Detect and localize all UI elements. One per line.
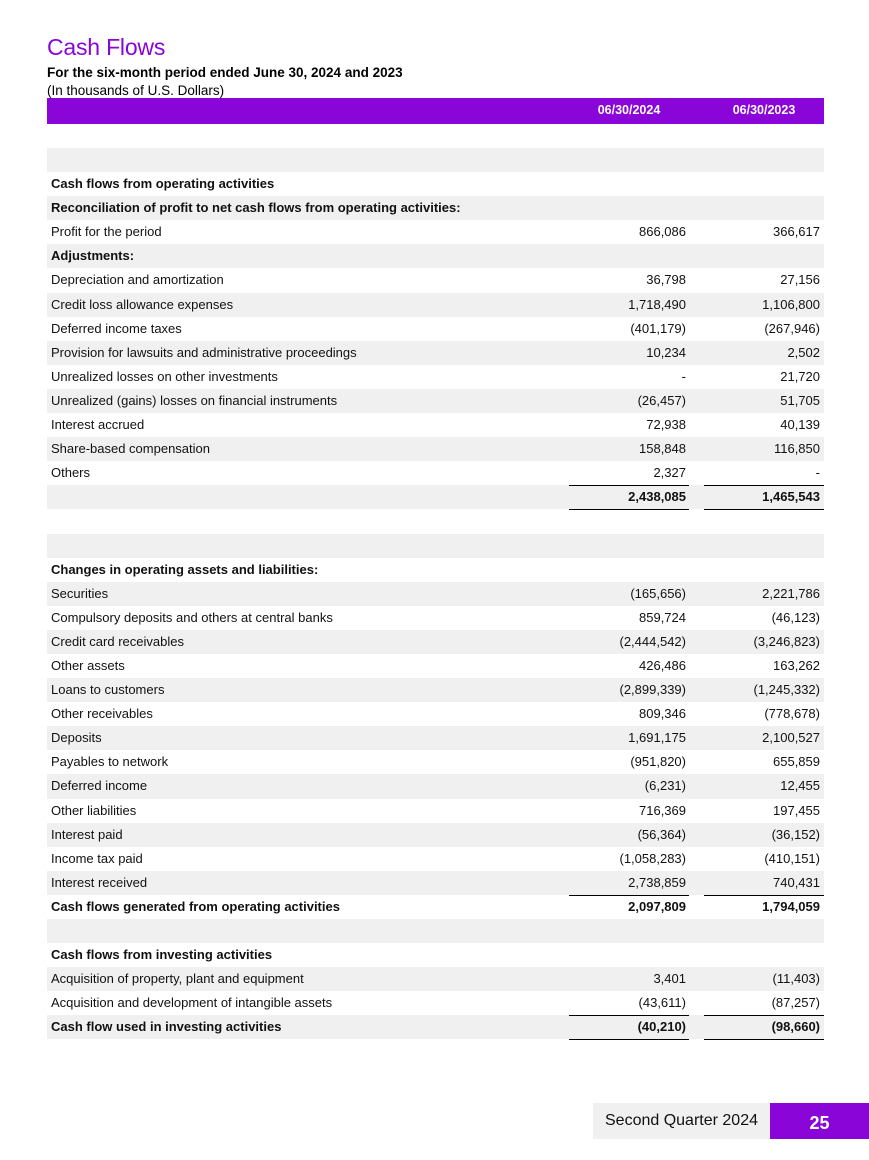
cash-flow-table [47,148,824,1039]
table-row [47,774,824,798]
table-row [47,341,824,365]
value-2023: 2,100,527 [762,730,820,746]
row-label: Acquisition and development of intangible assets [51,995,333,1011]
table-row [47,172,824,196]
table-row [47,485,824,509]
value-2023: (46,123) [771,609,820,625]
row-label: Adjustments: [51,248,135,264]
table-row [47,148,824,172]
row-label: Reconciliation of profit to net cash flows from operating activities: [51,200,461,216]
row-label: Depreciation and amortization [51,272,224,288]
table-row [47,534,824,558]
table-row [47,606,824,630]
row-label: Credit loss allowance expenses [51,296,234,312]
page-title: Cash Flows [47,34,166,60]
value-2023: - [815,465,820,481]
value-2024: 3,401 [653,971,686,987]
value-2024: (26,457) [637,392,686,408]
row-label: Income tax paid [51,850,143,866]
table-row [47,654,824,678]
value-2024: 1,691,175 [628,730,686,746]
row-label: Securities [51,585,109,601]
row-label: Compulsory deposits and others at central banks [51,609,333,625]
value-2023: (410,151) [764,850,820,866]
row-label: Interest received [51,874,148,890]
row-label: Acquisition of property, plant and equipment [51,971,304,987]
table-row [47,558,824,582]
value-2024: 809,346 [639,706,686,722]
value-2024: (6,231) [644,778,686,794]
value-2024: 1,718,490 [628,296,686,312]
value-2024: 866,086 [639,224,686,240]
value-2023: 2,221,786 [762,585,820,601]
value-2024: 859,724 [639,609,686,625]
row-label: Deferred income taxes [51,320,182,336]
table-row [47,244,824,268]
row-label: Deposits [51,730,102,746]
value-2024: 426,486 [639,657,686,673]
value-2024: (2,444,542) [619,633,686,649]
value-2024: (401,179) [630,320,686,336]
row-label: Others [51,465,91,481]
table-row [47,823,824,847]
value-2024: 2,327 [653,465,686,481]
table-row [47,293,824,317]
table-row [47,509,824,533]
value-2024: 10,234 [646,344,686,360]
table-row [47,437,824,461]
row-label: Other assets [51,657,125,673]
value-2023: (778,678) [764,706,820,722]
value-2024: 2,738,859 [628,874,686,890]
row-label: Profit for the period [51,224,162,240]
value-2024: (951,820) [630,754,686,770]
table-row [47,726,824,750]
units-note: (In thousands of U.S. Dollars) [47,83,225,98]
row-label: Cash flows generated from operating activities [51,898,340,914]
value-2023: (11,403) [772,971,820,987]
table-header [47,98,824,124]
value-2023: 1,465,543 [704,485,824,509]
value-2023: 163,262 [773,657,820,673]
row-label: Unrealized losses on other investments [51,368,278,384]
value-2024: 72,938 [646,417,686,433]
value-2023: 1,106,800 [762,296,820,312]
row-label: Changes in operating assets and liabilities: [51,561,319,577]
table-row [47,799,824,823]
value-2023: (98,660) [704,1015,824,1039]
table-row [47,413,824,437]
table-row [47,919,824,943]
row-label: Cash flows from operating activities [51,176,275,192]
value-2023: 1,794,059 [704,895,824,919]
table-row [47,943,824,967]
row-label: Unrealized (gains) losses on financial instruments [51,392,338,408]
table-row [47,750,824,774]
value-2023: 12,455 [780,778,820,794]
table-row [47,461,824,485]
row-label: Interest accrued [51,417,145,433]
table-row [47,220,824,244]
table-row [47,702,824,726]
value-2024: 2,097,809 [569,895,689,919]
table-row [47,967,824,991]
value-2023: (267,946) [764,320,820,336]
value-2023: 740,431 [773,874,820,890]
value-2024: 36,798 [646,272,686,288]
value-2024: (2,899,339) [619,682,686,698]
value-2023: 51,705 [780,392,820,408]
value-2024: (165,656) [630,585,686,601]
table-row [47,317,824,341]
value-2024: 158,848 [639,441,686,457]
table-row [47,196,824,220]
table-row [47,389,824,413]
row-label: Other liabilities [51,802,137,818]
row-label: Payables to network [51,754,169,770]
table-row [47,871,824,895]
value-2024: (1,058,283) [619,850,686,866]
value-2023: 2,502 [787,344,820,360]
value-2023: 197,455 [773,802,820,818]
value-2023: 655,859 [773,754,820,770]
value-2023: (1,245,332) [753,682,820,698]
table-row [47,847,824,871]
table-row [47,678,824,702]
value-2023: (87,257) [771,995,820,1011]
footer-quarter-label: Second Quarter 2024 [593,1103,770,1139]
page-number: 25 [770,1103,869,1139]
row-label: Cash flow used in investing activities [51,1019,282,1035]
value-2024: 2,438,085 [569,485,689,509]
row-label: Loans to customers [51,682,165,698]
column-header-2023: 06/30/2023 [732,103,796,117]
table-row [47,895,824,919]
row-label: Credit card receivables [51,633,184,649]
value-2023: (3,246,823) [753,633,820,649]
table-row [47,991,824,1015]
period-subtitle: For the six-month period ended June 30, 2024 and 2023 [47,65,403,80]
row-label: Provision for lawsuits and administrative proceedings [51,344,357,360]
row-label: Cash flows from investing activities [51,947,273,963]
value-2024: 716,369 [639,802,686,818]
value-2024: (40,210) [569,1015,689,1039]
row-label: Share-based compensation [51,441,210,457]
table-row [47,268,824,292]
value-2023: 40,139 [780,417,820,433]
table-row [47,582,824,606]
value-2023: 21,720 [780,368,820,384]
value-2023: 116,850 [773,441,820,457]
value-2024: (56,364) [637,826,686,842]
value-2024: (43,611) [638,995,686,1011]
row-label: Deferred income [51,778,148,794]
row-label: Other receivables [51,706,153,722]
column-header-2024: 06/30/2024 [597,103,661,117]
value-2023: 27,156 [780,272,820,288]
table-row [47,1015,824,1039]
value-2023: (36,152) [771,826,820,842]
table-row [47,365,824,389]
table-row [47,630,824,654]
value-2024: - [681,368,686,384]
row-label: Interest paid [51,826,123,842]
value-2023: 366,617 [773,224,820,240]
